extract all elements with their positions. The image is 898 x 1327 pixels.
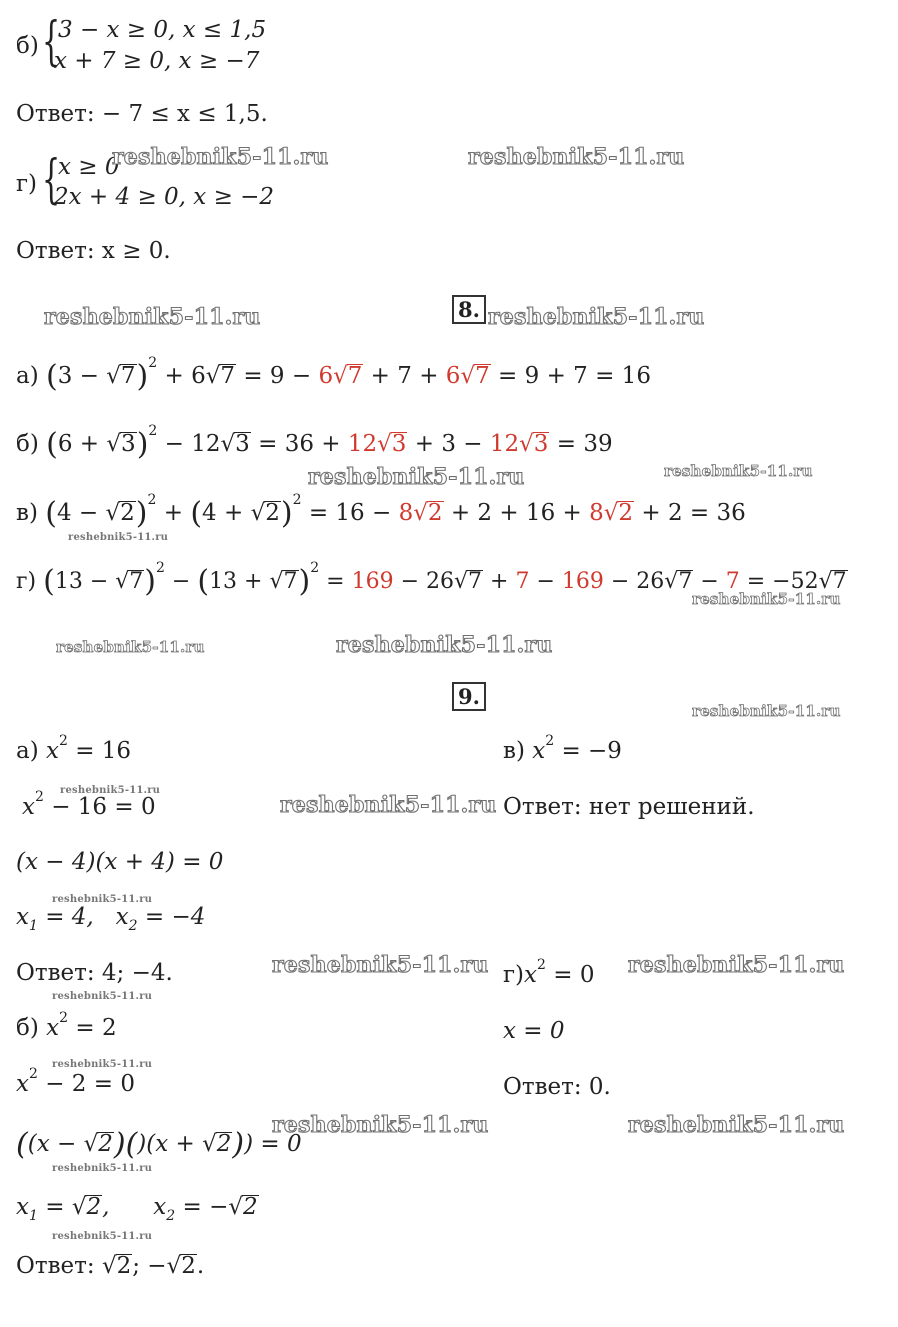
system-brace: { xyxy=(42,150,61,210)
system-brace: { xyxy=(42,12,61,72)
task9a-answer: Ответ: 4; −4. xyxy=(16,960,173,986)
task7g-row2: 2x + 4 ≥ 0, x ≥ −2 xyxy=(54,184,275,210)
watermark: reshebnik5-11.ru xyxy=(628,952,845,978)
task7b-label: б) xyxy=(16,33,39,59)
watermark: reshebnik5-11.ru xyxy=(488,304,705,330)
task9a-eq: а) $x^2 = 16$ xyxy=(16,733,132,764)
task9a-line2: $x^2 - 16 = 0$ xyxy=(22,789,156,820)
watermark: reshebnik5-11.ru xyxy=(692,590,841,608)
watermark: reshebnik5-11.ru xyxy=(68,532,169,543)
watermark: reshebnik5-11.ru xyxy=(56,638,205,656)
watermark: reshebnik5-11.ru xyxy=(60,785,161,796)
task9b-answer: Ответ: √2; −√2. xyxy=(16,1253,205,1279)
task7b-answer: Ответ: − 7 ≤ x ≤ 1,5. xyxy=(16,101,268,127)
task8a-line: а) $(3 - √7)^2 + 6√7 = 9 - 6√7 + 7 + 6√7 = 9 + 7 = 16$ xyxy=(16,355,651,394)
watermark: reshebnik5-11.ru xyxy=(280,792,497,818)
watermark: reshebnik5-11.ru xyxy=(52,1231,153,1242)
task9g-eq: $г)x^2 = 0$ xyxy=(503,957,595,988)
task9b-roots: $x_1 = √2$, $x_2 = -√2$ xyxy=(16,1194,258,1224)
task9g-line2: x = 0 xyxy=(503,1018,565,1044)
watermark: reshebnik5-11.ru xyxy=(272,952,489,978)
task7g-answer: Ответ: x ≥ 0. xyxy=(16,238,171,264)
task7g-row1: x ≥ 0 xyxy=(58,154,120,180)
task8g-line: г) $(13 - √7)^2 - (13 + √7)^2 = 169 - 26√7 + 7 - 169 - 26√7 - 7 = -52√7$ xyxy=(16,560,847,599)
watermark: reshebnik5-11.ru xyxy=(112,144,329,170)
watermark: reshebnik5-11.ru xyxy=(52,991,153,1002)
watermark: reshebnik5-11.ru xyxy=(44,304,261,330)
watermark: reshebnik5-11.ru xyxy=(336,632,553,658)
watermark: reshebnik5-11.ru xyxy=(468,144,685,170)
task9b-eq: б) $x^2 = 2$ xyxy=(16,1010,117,1041)
task9v-answer: Ответ: нет решений. xyxy=(503,794,755,820)
watermark: reshebnik5-11.ru xyxy=(52,1059,153,1070)
task8-number: 8. xyxy=(452,295,486,324)
watermark: reshebnik5-11.ru xyxy=(52,1163,153,1174)
watermark: reshebnik5-11.ru xyxy=(692,702,841,720)
task7b-row1: 3 − x ≥ 0, x ≤ 1,5 xyxy=(58,17,267,43)
watermark: reshebnik5-11.ru xyxy=(664,462,813,480)
task9b-line2: $x^2 - 2 = 0$ xyxy=(16,1066,135,1097)
task9-number: 9. xyxy=(452,682,486,711)
watermark: reshebnik5-11.ru xyxy=(52,894,153,905)
watermark: reshebnik5-11.ru xyxy=(308,464,525,490)
task8b-line: б) $(6 + √3)^2 - 12√3 = 36 + 12√3 + 3 - 12√3 = 39$ xyxy=(16,423,613,462)
watermark: reshebnik5-11.ru xyxy=(272,1112,489,1138)
task9a-roots: $x_1 = 4$, $x_2 = -4$ xyxy=(16,904,206,934)
task9b-line3: ((x − √2)()(x + √2)) = 0 xyxy=(16,1127,302,1162)
task8v-line: в) $(4 - √2)^2 + (4 + √2)^2 = 16 - 8√2 + 2 + 16 + 8√2 + 2 = 36$ xyxy=(16,492,746,531)
task9v-eq: в) $x^2 = -9$ xyxy=(503,733,622,764)
task9a-line3: (x − 4)(x + 4) = 0 xyxy=(16,849,224,875)
task7g-label: г) xyxy=(16,171,38,197)
watermark: reshebnik5-11.ru xyxy=(628,1112,845,1138)
task7b-row2: x + 7 ≥ 0, x ≥ −7 xyxy=(54,48,260,74)
task9g-answer: Ответ: 0. xyxy=(503,1074,611,1100)
